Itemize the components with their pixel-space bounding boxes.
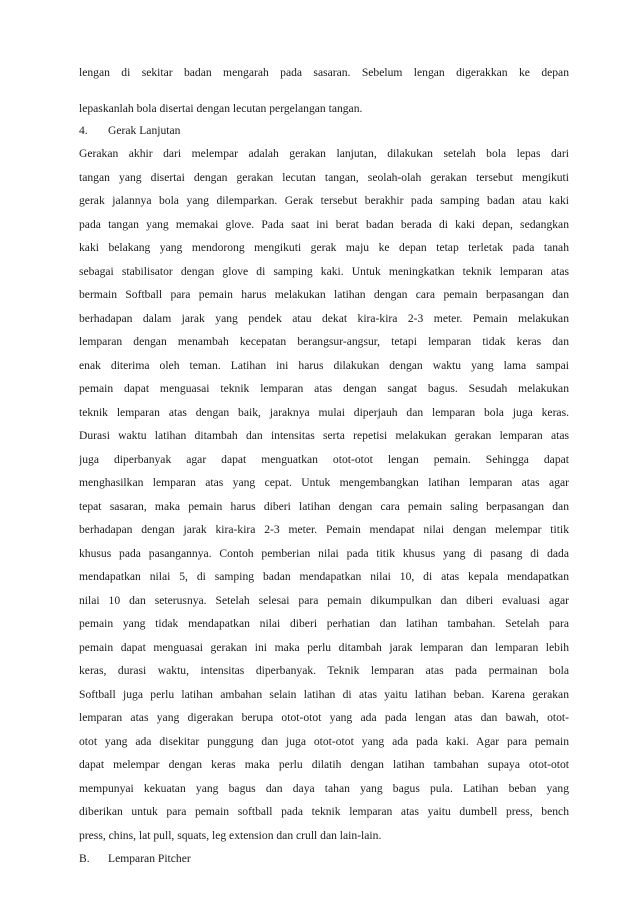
paragraph-line: Durasi waktu latihan ditambah dan intensitas serta repetisi melakukan gerakan lemparan atas xyxy=(79,429,569,442)
paragraph-line: enak diterima oleh teman. Latihan ini harus dilakukan dengan waktu yang lama sampai xyxy=(79,359,569,372)
paragraph-line: pada tangan yang memakai glove. Pada saat ini berat badan berada di kaki depan, sedangkan xyxy=(79,218,569,231)
paragraph-line: Softball juga perlu latihan ambahan selain latihan di atas yaitu latihan beban. Karena gerakan xyxy=(79,688,569,701)
paragraph-line: gerak jalannya bola yang dilemparkan. Gerak tersebut berakhir pada samping badan atau kaki xyxy=(79,194,569,207)
paragraph-line: lemparan dengan menambah kecepatan berangsur-angsur, tetapi lemparan tidak keras dan xyxy=(79,335,569,348)
section-number: 4. xyxy=(79,124,88,137)
paragraph-line: dapat melempar dengan keras maka perlu dilatih dengan latihan tambahan supaya otot-otot xyxy=(79,758,569,771)
paragraph-line: pemain dapat menguasai teknik lemparan atas dengan sangat bagus. Sesudah melakukan xyxy=(79,382,569,395)
paragraph-line: keras, durasi waktu, intensitas diperbanyak. Teknik lemparan atas pada permainan bola xyxy=(79,664,569,677)
paragraph-line: berhadapan dengan jarak kira-kira 2-3 meter. Pemain mendapat nilai dengan melempar titik xyxy=(79,523,569,536)
paragraph-line: khusus pada pasangannya. Contoh pemberian nilai pada titik khusus yang di pasang di dada xyxy=(79,547,569,560)
paragraph-line: press, chins, lat pull, squats, leg extension dan crull dan lain-lain. xyxy=(79,829,382,842)
paragraph-line: lemparan atas yang digerakan berupa otot-otot yang ada pada lengan atas dan bawah, otot- xyxy=(79,711,569,724)
paragraph-line: lengan di sekitar badan mengarah pada sasaran. Sebelum lengan digerakkan ke depan xyxy=(79,66,569,79)
section-heading: Lemparan Pitcher xyxy=(108,852,191,865)
paragraph-line: pemain dapat menguasai gerakan ini maka perlu ditambah jarak lemparan dan lemparan lebih xyxy=(79,641,569,654)
section-heading: Gerak Lanjutan xyxy=(108,124,181,137)
paragraph-line: lepaskanlah bola disertai dengan lecutan pergelangan tangan. xyxy=(79,102,363,115)
paragraph-line: mempunyai kekuatan yang bagus dan daya tahan yang bagus pula. Latihan beban yang xyxy=(79,782,569,795)
paragraph-line: tangan yang disertai dengan gerakan lecutan tangan, seolah-olah gerakan tersebut mengikuti xyxy=(79,171,569,184)
paragraph-line: menghasilkan lemparan atas yang cepat. Untuk mengembangkan latihan lemparan atas agar xyxy=(79,476,569,489)
paragraph-line: diberikan untuk para pemain softball pada teknik lemparan atas yaitu dumbell press, bench xyxy=(79,805,569,818)
paragraph-line: berhadapan dalam jarak yang pendek atau dekat kira-kira 2-3 meter. Pemain melakukan xyxy=(79,312,569,325)
paragraph-line: sebagai stabilisator dengan glove di samping kaki. Untuk meningkatkan teknik lemparan atas xyxy=(79,265,569,278)
paragraph-line: nilai 10 dan seterusnya. Setelah selesai para pemain dikumpulkan dan diberi evaluasi agar xyxy=(79,594,569,607)
paragraph-line: otot yang ada disekitar punggung dan juga otot-otot yang ada pada kaki. Agar para pemain xyxy=(79,735,569,748)
paragraph-line: tepat sasaran, maka pemain harus diberi latihan dengan cara pemain saling berpasangan dan xyxy=(79,500,569,513)
paragraph-line: kaki belakang yang mendorong mengikuti gerak maju ke depan tetap terletak pada tanah xyxy=(79,241,569,254)
section-letter: B. xyxy=(79,852,90,865)
paragraph-line: Gerakan akhir dari melempar adalah gerakan lanjutan, dilakukan setelah bola lepas dari xyxy=(79,147,569,160)
paragraph-line: teknik lemparan atas dengan baik, jaraknya mulai diperjauh dan lemparan bola juga keras. xyxy=(79,406,569,419)
paragraph-line: mendapatkan nilai 5, di samping badan mendapatkan nilai 10, di atas kepala mendapatkan xyxy=(79,570,569,583)
paragraph-line: pemain yang tidak mendapatkan nilai diberi perhatian dan latihan tambahan. Setelah para xyxy=(79,617,569,630)
paragraph-line: bermain Softball para pemain harus melakukan latihan dengan cara pemain berpasangan dan xyxy=(79,288,569,301)
paragraph-line: juga diperbanyak agar dapat menguatkan otot-otot lengan pemain. Sehingga dapat xyxy=(79,453,569,466)
